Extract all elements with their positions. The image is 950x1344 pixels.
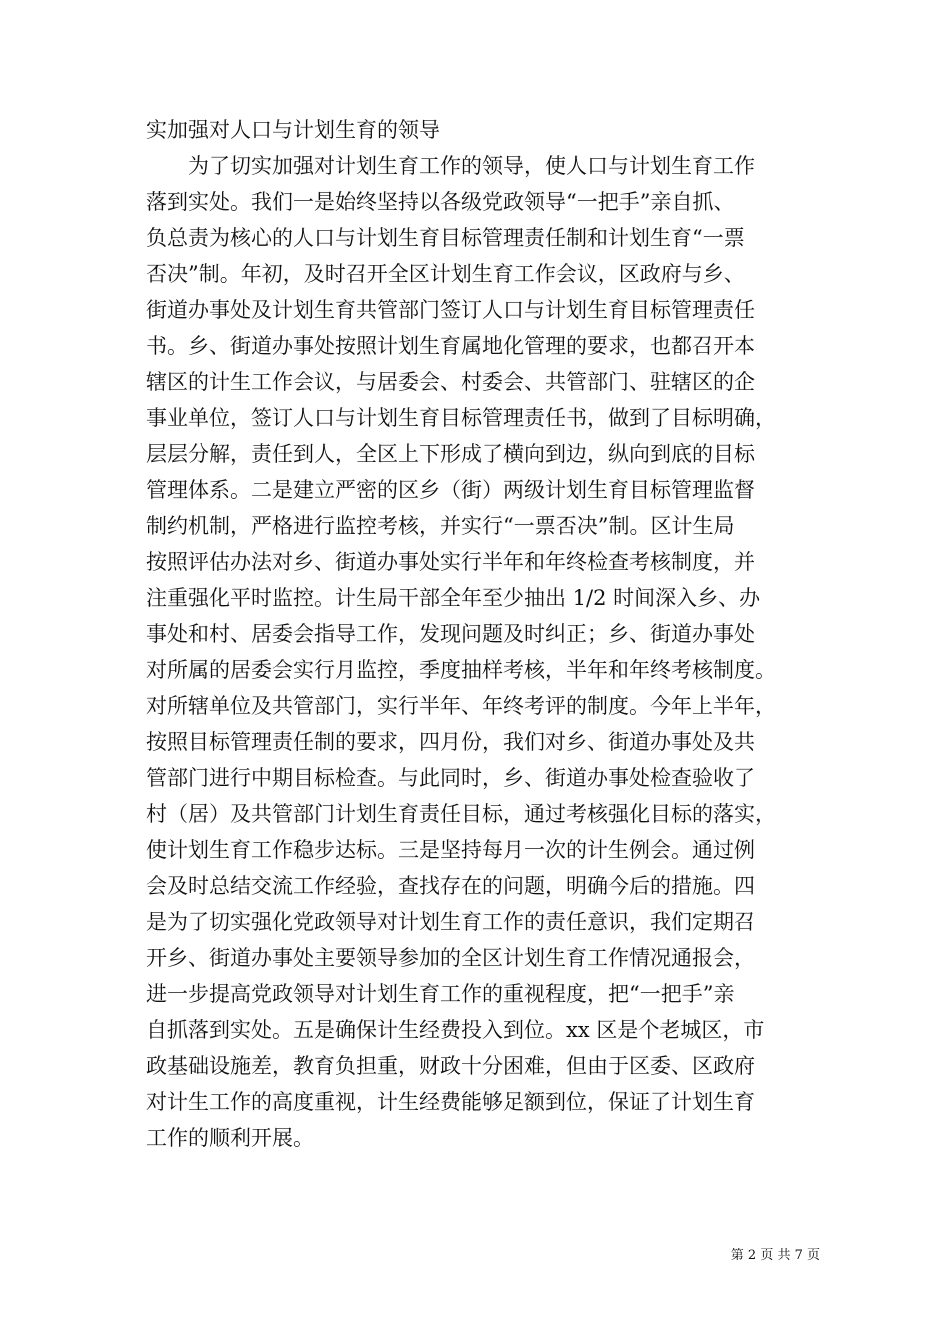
paragraph-line: 管部门进行中期目标检查。与此同时，乡、街道办事处检查验收了 [146, 766, 755, 790]
paragraph-line: 注重强化平时监控。计生局干部全年至少抽出 1/2 时间深入乡、办 [146, 586, 761, 610]
paragraph-line: 书。乡、街道办事处按照计划生育属地化管理的要求，也都召开本 [146, 334, 755, 358]
page-number: 第 2 页 共 7 页 [730, 1248, 820, 1263]
paragraph-line: 事业单位，签订人口与计划生育目标管理责任书，做到了目标明确， [146, 406, 776, 430]
paragraph-line: 负总责为核心的人口与计划生育目标管理责任制和计划生育“一票 [146, 226, 745, 250]
paragraph-line: 事处和村、居委会指导工作，发现问题及时纠正；乡、街道办事处 [146, 622, 755, 646]
paragraph-line: 街道办事处及计划生育共管部门签订人口与计划生育目标管理责任 [146, 298, 755, 322]
paragraph-line: 落到实处。我们一是始终坚持以各级党政领导“一把手”亲自抓、 [146, 190, 735, 214]
paragraph-line: 按照评估办法对乡、街道办事处实行半年和年终检查考核制度，并 [146, 550, 755, 574]
paragraph-line: 制约机制，严格进行监控考核，并实行“一票否决”制。区计生局 [146, 514, 735, 538]
paragraph-line: 对所辖单位及共管部门，实行半年、年终考评的制度。今年上半年， [146, 694, 776, 718]
section-heading: 实加强对人口与计划生育的领导 [146, 118, 440, 142]
paragraph-line: 村（居）及共管部门计划生育责任目标，通过考核强化目标的落实， [146, 802, 776, 826]
paragraph-line: 开乡、街道办事处主要领导参加的全区计划生育工作情况通报会， [146, 946, 755, 970]
paragraph-line: 管理体系。二是建立严密的区乡（街）两级计划生育目标管理监督 [146, 478, 755, 502]
paragraph-line: 会及时总结交流工作经验，查找存在的问题，明确今后的措施。四 [146, 874, 755, 898]
paragraph-line: 政基础设施差，教育负担重，财政十分困难，但由于区委、区政府 [146, 1054, 755, 1078]
paragraph-line: 进一步提高党政领导对计划生育工作的重视程度，把“一把手”亲 [146, 982, 735, 1006]
paragraph-line: 对所属的居委会实行月监控，季度抽样考核，半年和年终考核制度。 [146, 658, 776, 682]
paragraph-line: 辖区的计生工作会议，与居委会、村委会、共管部门、驻辖区的企 [146, 370, 755, 394]
paragraph-line: 自抓落到实处。五是确保计生经费投入到位。xx 区是个老城区，市 [146, 1018, 765, 1042]
paragraph-line: 为了切实加强对计划生育工作的领导，使人口与计划生育工作 [146, 154, 755, 178]
paragraph-line: 使计划生育工作稳步达标。三是坚持每月一次的计生例会。通过例 [146, 838, 755, 862]
paragraph-line: 否决”制。年初，及时召开全区计划生育工作会议，区政府与乡、 [146, 262, 745, 286]
paragraph-line: 是为了切实强化党政领导对计划生育工作的责任意识，我们定期召 [146, 910, 755, 934]
paragraph-line: 按照目标管理责任制的要求，四月份，我们对乡、街道办事处及共 [146, 730, 755, 754]
paragraph-line: 工作的顺利开展。 [146, 1126, 314, 1150]
paragraph-line: 层层分解，责任到人，全区上下形成了横向到边，纵向到底的目标 [146, 442, 755, 466]
paragraph-line: 对计生工作的高度重视，计生经费能够足额到位，保证了计划生育 [146, 1090, 755, 1114]
